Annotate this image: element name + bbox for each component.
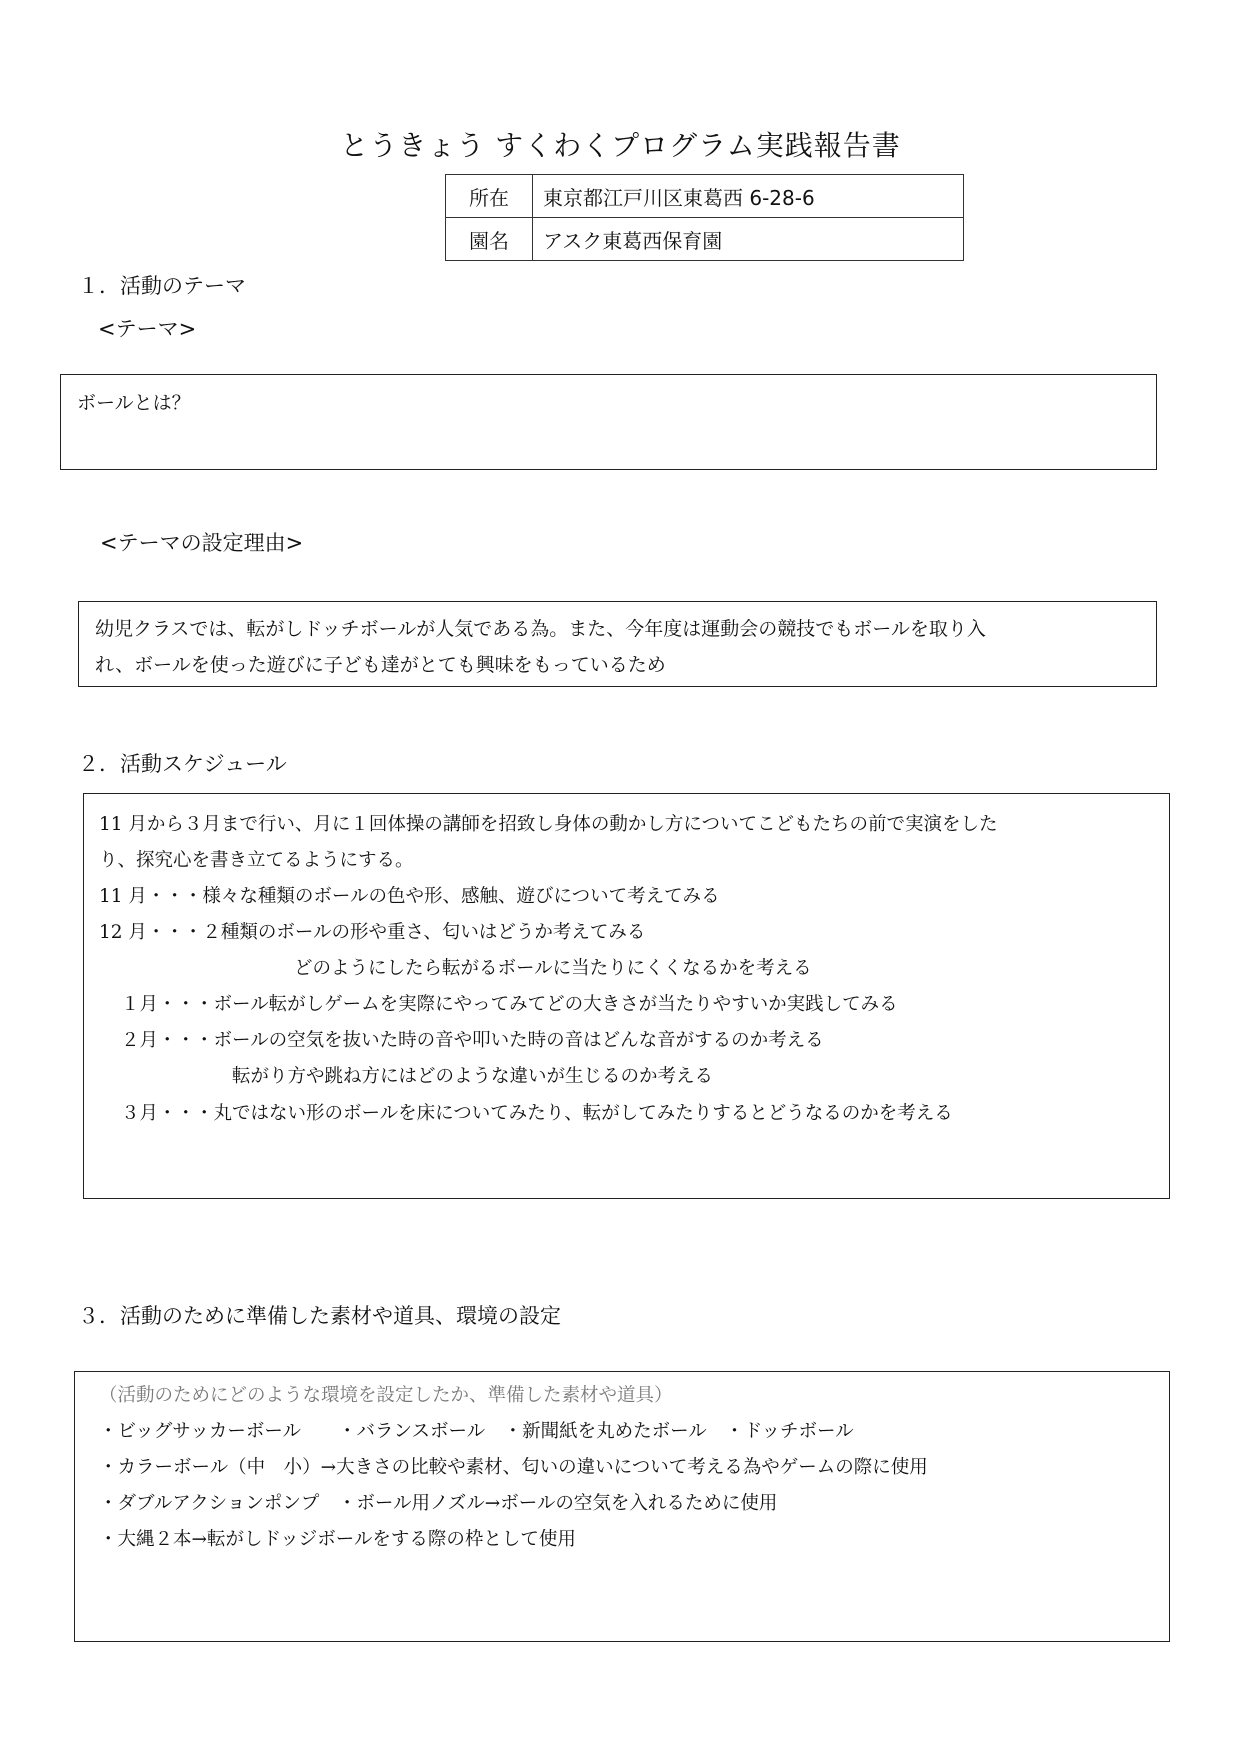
materials-line: ・カラーボール（中 小）→大きさの比較や素材、匂いの違いについて考える為やゲームの際に使用: [99, 1457, 928, 1478]
theme-text: ボールとは？: [77, 392, 191, 414]
school-name-label: 園名: [446, 218, 533, 261]
schedule-line: どのようにしたら転がるボールに当たりにくくなるかを考える: [294, 958, 812, 979]
section2-heading: ２．活動スケジュール: [78, 752, 287, 776]
school-name-value: アスク東葛西保育園: [533, 218, 964, 261]
schedule-line: 12 月・・・２種類のボールの形や重さ、匂いはどうか考えてみる: [99, 922, 646, 943]
schedule-line: 11 月から３月まで行い、月に１回体操の講師を招致し身体の動かし方についてこどもたちの前で実演をした: [99, 814, 998, 835]
materials-placeholder: （活動のためにどのような環境を設定したか、準備した素材や道具）: [99, 1385, 673, 1406]
info-table: [445, 174, 964, 261]
page-title: とうきょう すくわくプログラム実践報告書: [340, 129, 901, 162]
location-value: 東京都江戸川区東葛西 6-28-6: [533, 175, 964, 218]
section1-heading: １．活動のテーマ: [78, 274, 246, 298]
theme-label: <テーマ>: [98, 317, 197, 341]
reason-line: 幼児クラスでは、転がしドッチボールが人気である為。また、今年度は運動会の競技でもボールを取り入: [95, 618, 986, 640]
schedule-line: 転がり方や跳ね方にはどのような違いが生じるのか考える: [232, 1066, 714, 1087]
section3-heading: ３．活動のために準備した素材や道具、環境の設定: [78, 1304, 561, 1328]
theme-box: [60, 374, 1157, 470]
materials-line: ・大縄２本→転がしドッジボールをする際の枠として使用: [99, 1529, 576, 1550]
reason-box: [78, 601, 1157, 687]
location-label: 所在: [446, 175, 533, 218]
schedule-line: り、探究心を書き立てるようにする。: [99, 850, 414, 871]
materials-line: ・ビッグサッカーボール ・バランスボール ・新聞紙を丸めたボール ・ドッチボール: [99, 1421, 854, 1442]
schedule-line: ２月・・・ボールの空気を抜いた時の音や叩いた時の音はどんな音がするのか考える: [121, 1030, 824, 1051]
materials-line: ・ダブルアクションポンプ ・ボール用ノズル→ボールの空気を入れるために使用: [99, 1493, 778, 1514]
table-row: [446, 175, 964, 218]
schedule-line: 11 月・・・様々な種類のボールの色や形、感触、遊びについて考えてみる: [99, 886, 720, 907]
table-row: [446, 218, 964, 261]
reason-line: れ、ボールを使った遊びに子ども達がとても興味をもっているため: [95, 654, 666, 676]
reason-label: <テーマの設定理由>: [100, 531, 304, 555]
schedule-line: ３月・・・丸ではない形のボールを床についてみたり、転がしてみたりするとどうなるのかを考える: [121, 1103, 953, 1124]
schedule-box: [83, 793, 1170, 1199]
schedule-line: １月・・・ボール転がしゲームを実際にやってみてどの大きさが当たりやすいか実践してみる: [121, 994, 898, 1015]
materials-box: [74, 1371, 1170, 1642]
